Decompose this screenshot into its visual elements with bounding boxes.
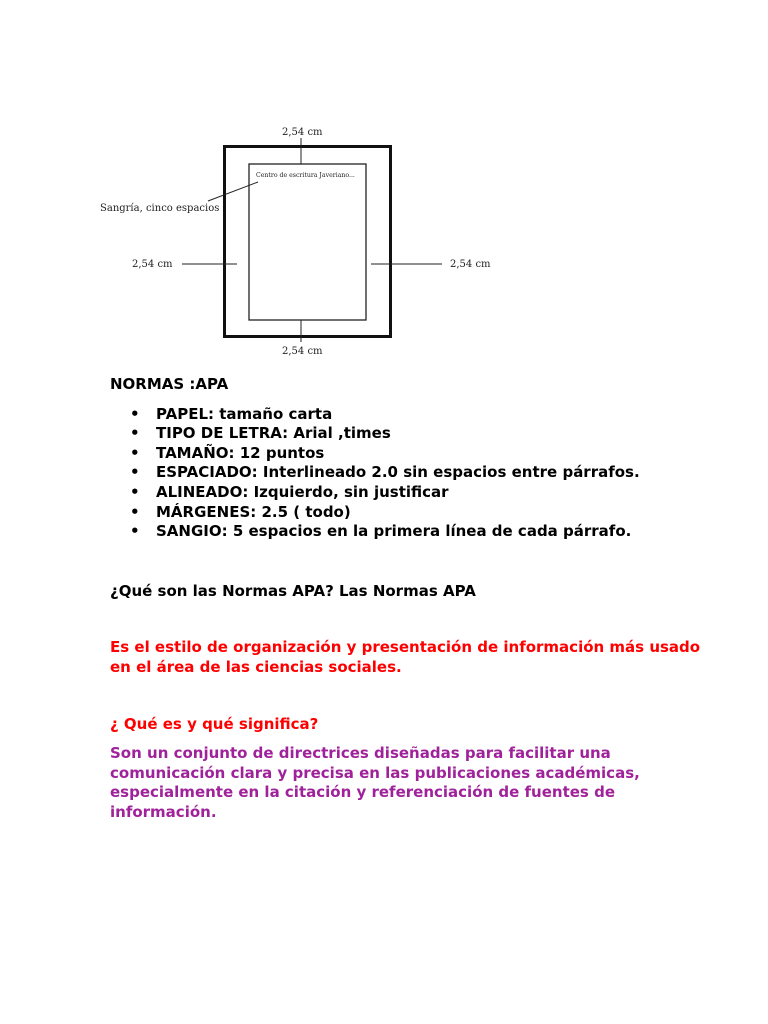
left-margin-label: 2,54 cm — [132, 259, 173, 270]
list-item — [110, 503, 710, 523]
indent-label: Sangría, cinco espacios — [100, 203, 220, 214]
list-item — [110, 522, 710, 542]
page-sample-text: Centro de escritura Javeriano... — [256, 172, 355, 179]
rule-text: PAPEL: tamaño carta — [156, 404, 333, 423]
rule-text: MÁRGENES: 2.5 ( todo) — [156, 502, 351, 521]
top-margin-label: 2,54 cm — [282, 127, 323, 138]
list-item — [110, 405, 710, 425]
question-what-are-apa: ¿Qué son las Normas APA? Las Normas APA — [110, 581, 476, 600]
right-margin-label: 2,54 cm — [450, 259, 491, 270]
text-area-outline — [249, 164, 366, 320]
bottom-margin-label: 2,54 cm — [282, 346, 323, 357]
rule-text: ALINEADO: Izquierdo, sin justificar — [156, 482, 449, 501]
bullet-icon: • — [130, 443, 140, 462]
bullet-icon: • — [130, 424, 140, 443]
indent-pointer-line — [208, 182, 258, 201]
bullet-icon: • — [130, 502, 140, 521]
list-item — [110, 444, 710, 464]
bullet-icon: • — [130, 463, 140, 482]
rule-text: TAMAÑO: 12 puntos — [156, 443, 325, 462]
margins-diagram — [90, 118, 510, 363]
rule-text: ESPACIADO: Interlineado 2.0 sin espacios entre párrafos. — [156, 463, 640, 482]
list-item — [110, 483, 710, 503]
answer-what-means: Son un conjunto de directrices diseñadas para facilitar una comunicación clara y precisa en las publicaciones académicas, especialmente en la citación y referenciación de fuentes de información. — [110, 744, 640, 821]
rule-text: SANGIO: 5 espacios en la primera línea de cada párrafo. — [156, 522, 632, 541]
normas-heading: NORMAS :APA — [110, 375, 229, 393]
question-what-means: ¿ Qué es y qué significa? — [110, 714, 319, 733]
bullet-icon: • — [130, 482, 140, 501]
list-item — [110, 463, 710, 483]
bullet-icon: • — [130, 404, 140, 423]
list-item — [110, 424, 710, 444]
rules-list — [110, 405, 710, 542]
bullet-icon: • — [130, 522, 140, 541]
answer-what-are-apa: Es el estilo de organización y presentación de información más usado en el área de las ciencias sociales. — [110, 638, 701, 676]
rule-text: TIPO DE LETRA: Arial ,times — [156, 424, 391, 443]
document-body — [110, 375, 710, 823]
